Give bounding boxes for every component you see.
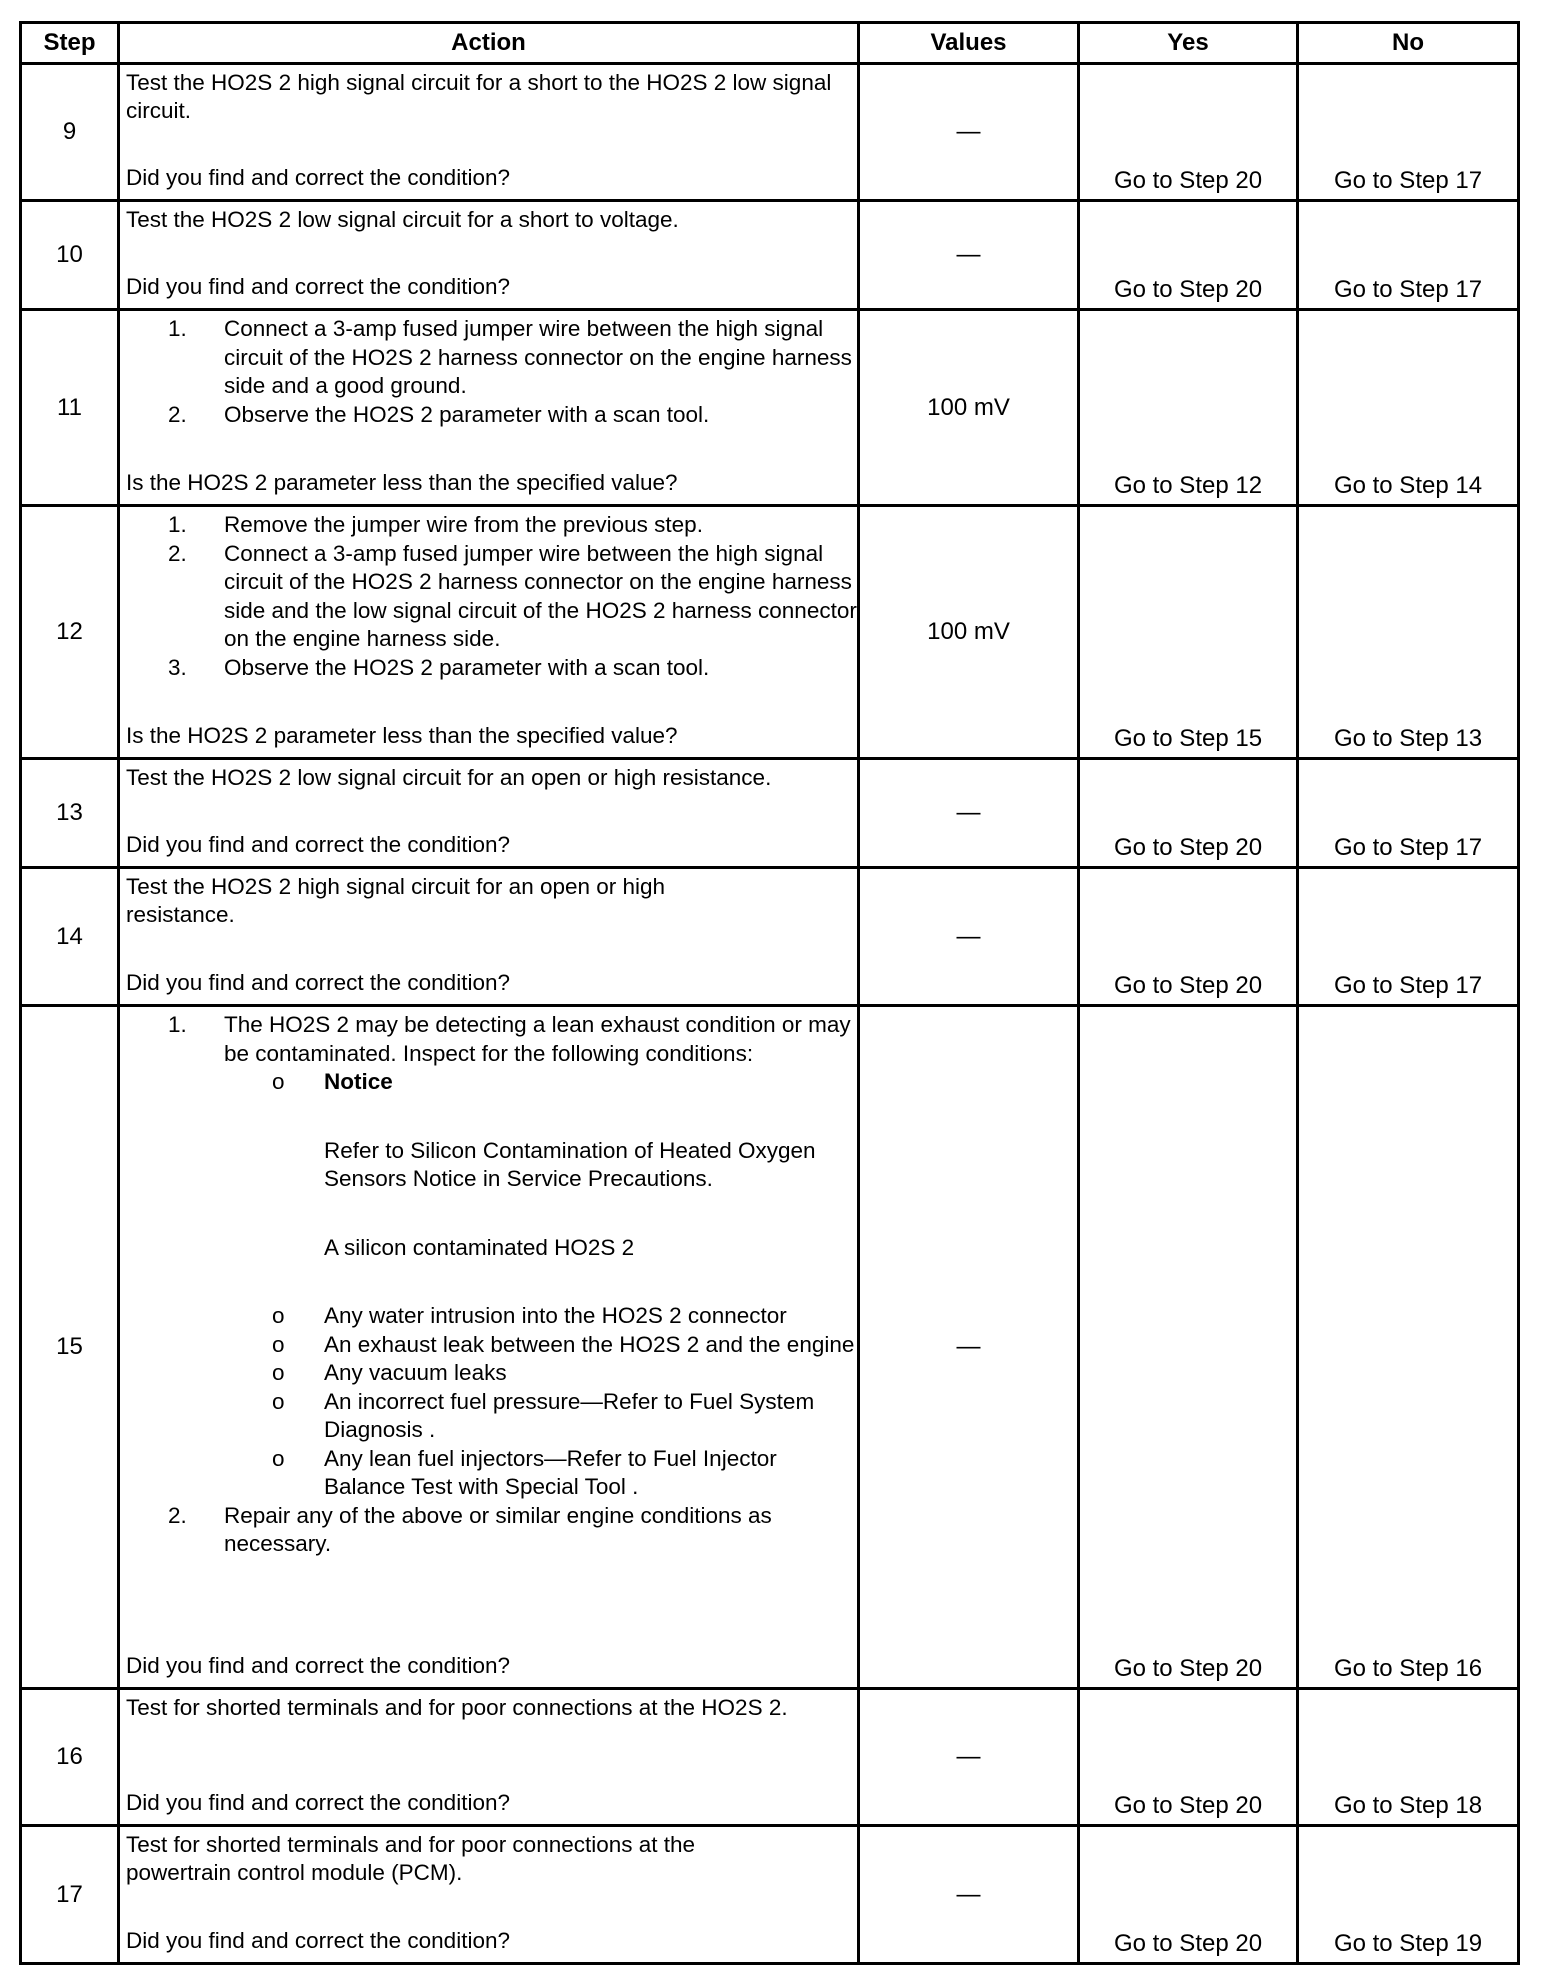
action-cell	[119, 868, 859, 1006]
notice-label: Notice	[324, 1069, 393, 1094]
step-number: 14	[21, 868, 119, 1006]
header-yes: Yes	[1079, 23, 1298, 64]
no-result: Go to Step 17	[1298, 64, 1519, 201]
list-item: o Any vacuum leaks	[272, 1360, 507, 1385]
yes-result: Go to Step 20	[1079, 201, 1298, 310]
value-cell: —	[859, 1006, 1079, 1689]
action-text: Test for shorted terminals and for poor connections at the HO2S 2.	[126, 1695, 788, 1720]
list-item: o An exhaust leak between the HO2S 2 and the engine	[272, 1331, 855, 1357]
step-list	[120, 507, 857, 682]
value-cell: —	[859, 868, 1079, 1006]
value-cell: 100 mV	[859, 310, 1079, 506]
no-result: Go to Step 17	[1298, 759, 1519, 868]
step-number: 13	[21, 759, 119, 868]
no-result: Go to Step 17	[1298, 868, 1519, 1006]
action-text: Test the HO2S 2 high signal circuit for an open or high resistance.	[126, 874, 666, 927]
action-question: Is the HO2S 2 parameter less than the specified value?	[126, 723, 678, 748]
yes-result: Go to Step 20	[1079, 64, 1298, 201]
header-row	[21, 23, 1519, 64]
action-question: Did you find and correct the condition?	[126, 970, 510, 995]
step-number: 11	[21, 310, 119, 506]
action-question: Did you find and correct the condition?	[126, 165, 510, 190]
value-cell: 100 mV	[859, 506, 1079, 759]
action-text: Test the HO2S 2 low signal circuit for a short to voltage.	[126, 207, 679, 232]
list-item: 1. Remove the jumper wire from the previous step.	[168, 512, 703, 537]
action-text: Test the HO2S 2 low signal circuit for an open or high resistance.	[126, 765, 772, 790]
step-number: 12	[21, 506, 119, 759]
diagnostic-table	[19, 21, 1520, 1965]
table-row	[21, 1826, 1519, 1964]
value-cell: —	[859, 1689, 1079, 1826]
action-cell	[119, 310, 859, 506]
list-item: 2. Repair any of the above or similar engine conditions as necessary.	[168, 1502, 772, 1556]
list-item: o An incorrect fuel pressure—Refer to Fuel System Diagnosis .	[272, 1388, 815, 1442]
yes-result: Go to Step 20	[1079, 1826, 1298, 1964]
action-text: Test the HO2S 2 high signal circuit for a short to the HO2S 2 low signal circuit.	[126, 70, 832, 123]
header-no: No	[1298, 23, 1519, 64]
list-item: 3. Observe the HO2S 2 parameter with a scan tool.	[168, 654, 710, 680]
header-step: Step	[21, 23, 119, 64]
yes-result: Go to Step 20	[1079, 868, 1298, 1006]
action-question: Did you find and correct the condition?	[126, 832, 510, 857]
table-row	[21, 64, 1519, 201]
value-cell: —	[859, 201, 1079, 310]
list-item: 2. Connect a 3-amp fused jumper wire between the high signal circuit of the HO2S 2 harness connector on the engine harness side and the low signal circuit of the HO2S 2 harness connector on the engine harness side.	[168, 540, 857, 651]
table-row	[21, 310, 1519, 506]
header-action: Action	[119, 23, 859, 64]
header-values: Values	[859, 23, 1079, 64]
action-cell	[119, 759, 859, 868]
action-question: Did you find and correct the condition?	[126, 1928, 510, 1953]
table-row	[21, 759, 1519, 868]
action-cell	[119, 64, 859, 201]
step-list	[120, 1007, 857, 1559]
value-cell: —	[859, 64, 1079, 201]
action-cell	[119, 1826, 859, 1964]
table-row	[21, 201, 1519, 310]
action-question: Is the HO2S 2 parameter less than the specified value?	[126, 470, 678, 495]
table-row	[21, 868, 1519, 1006]
notice-item: o Notice Refer to Silicon Contamination of Heated Oxygen Sensors Notice in Service Precautions. A silicon contaminated HO2S 2	[120, 1068, 857, 1302]
no-result: Go to Step 19	[1298, 1826, 1519, 1964]
step-number: 15	[21, 1006, 119, 1689]
step-number: 10	[21, 201, 119, 310]
list-item: 1. Connect a 3-amp fused jumper wire between the high signal circuit of the HO2S 2 harness connector on the engine harness side and a good ground.	[168, 316, 852, 398]
condition-list	[224, 1068, 857, 1502]
step-number: 9	[21, 64, 119, 201]
step-list	[120, 311, 857, 429]
yes-result: Go to Step 12	[1079, 310, 1298, 506]
no-result: Go to Step 16	[1298, 1006, 1519, 1689]
action-cell	[119, 506, 859, 759]
action-cell	[119, 1689, 859, 1826]
yes-result: Go to Step 20	[1079, 1689, 1298, 1826]
no-result: Go to Step 14	[1298, 310, 1519, 506]
yes-result: Go to Step 20	[1079, 1006, 1298, 1689]
table-row	[21, 506, 1519, 759]
action-cell	[119, 1006, 859, 1689]
list-item: 1. The HO2S 2 may be detecting a lean exhaust condition or may be contaminated. Inspect for the following conditions: o Notice Refer to Silicon Contamination of Heated Oxygen Sensors Notice in Service Precautions. A silicon contaminated HO2S 2 o Any water intrusion into the HO2S 2 connector o An exhaust leak between the HO2S 2 and the engine o Any vacuum leaks o An incorrect fuel pressure—Refer to Fuel System Diagnosis . o Any lean fuel injectors—Refer to Fuel Injector Balance Test with Special Tool .	[120, 1011, 857, 1502]
list-item: o Any water intrusion into the HO2S 2 connector	[272, 1303, 787, 1328]
list-item: o Any lean fuel injectors—Refer to Fuel Injector Balance Test with Special Tool .	[272, 1445, 777, 1499]
value-cell: —	[859, 1826, 1079, 1964]
value-cell: —	[859, 759, 1079, 868]
step-number: 17	[21, 1826, 119, 1964]
no-result: Go to Step 18	[1298, 1689, 1519, 1826]
action-question: Did you find and correct the condition?	[126, 1790, 510, 1815]
action-cell	[119, 201, 859, 310]
no-result: Go to Step 17	[1298, 201, 1519, 310]
yes-result: Go to Step 15	[1079, 506, 1298, 759]
no-result: Go to Step 13	[1298, 506, 1519, 759]
yes-result: Go to Step 20	[1079, 759, 1298, 868]
notice-text: Refer to Silicon Contamination of Heated Oxygen Sensors Notice in Service Precautions.	[324, 1137, 816, 1191]
list-item: 2. Observe the HO2S 2 parameter with a scan tool.	[168, 401, 710, 427]
notice-condition: A silicon contaminated HO2S 2	[324, 1234, 635, 1260]
action-question: Did you find and correct the condition?	[126, 1653, 510, 1678]
table-row	[21, 1689, 1519, 1826]
action-text: Test for shorted terminals and for poor connections at the powertrain control module (PCM).	[126, 1832, 696, 1885]
table-row	[21, 1006, 1519, 1689]
action-question: Did you find and correct the condition?	[126, 274, 510, 299]
step-number: 16	[21, 1689, 119, 1826]
